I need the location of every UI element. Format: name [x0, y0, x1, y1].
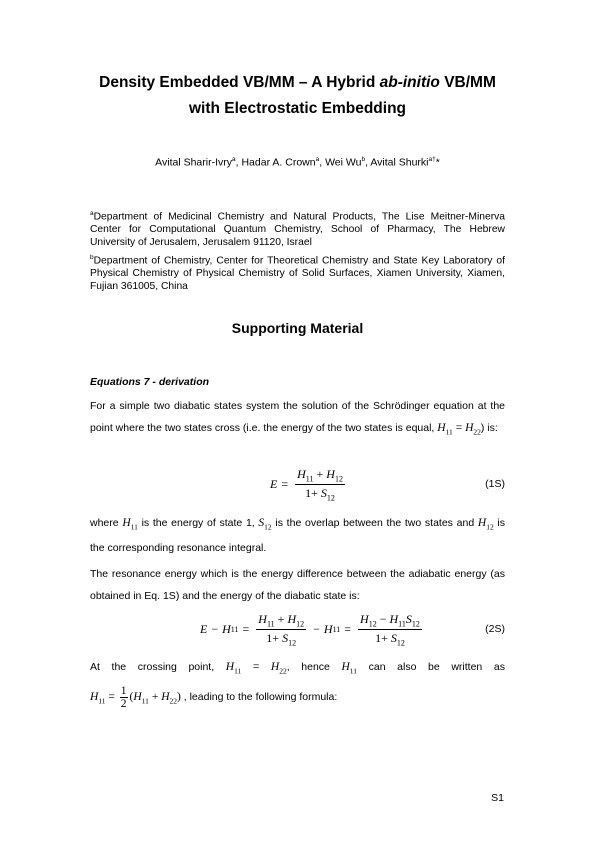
author-affiliation-mark: a: [315, 156, 320, 163]
author-name: Wei Wu: [325, 156, 362, 169]
equation-label: (2S): [485, 623, 505, 635]
author-affiliation-mark: b: [361, 156, 366, 163]
paragraph-5: $H_{11}$ = $\frac{1}{2}$ $(H_{11} + H_{22})$ , leading to the following formula:: [90, 684, 338, 710]
inline-math: $H_{11} = H_{22}$: [437, 421, 481, 436]
title-line-2: with Electrostatic Embedding: [188, 100, 407, 117]
author-name: Hadar A. Crown: [241, 156, 316, 169]
author-affiliation-mark: a†: [428, 156, 436, 163]
equation-2S: [90, 612, 505, 648]
equation-1S: [90, 467, 505, 503]
equation-1S-body: E = $\frac{H_{11} + H_{12}}{1+ S_{12}}$: [270, 467, 343, 503]
equation-label: (1S): [485, 478, 505, 490]
paragraph-1: For a simple two diabatic states system the solution of the Schrödinger equation at the point where the two states cross (i.e. the energy of the two states is equal, $H_{11} = H_{22}$) is:: [90, 400, 505, 436]
paragraph-4: At the crossing point, $H_{11} = H_{22}$, hence $H_{11}$ can also be written as: [90, 661, 505, 676]
author-name: Avital Shurki: [370, 156, 429, 169]
page-number: S1: [491, 792, 504, 804]
author-affiliation-mark: a: [232, 156, 236, 163]
affiliation-a: $^a$Department of Medicinal Chemistry and Natural Products, The Lise Meitner-Minerva Center for Computational Quantum Chemistry, School of Pharmacy, The Hebrew University of Jerusalem, Jerusalem 91120, Israel: [90, 210, 505, 249]
author-name: Avital Sharir-Ivry: [155, 156, 232, 169]
title-line-1: Density Embedded VB/MM – A Hybrid ab-initio VB/MM: [99, 74, 496, 91]
fraction-one-half: $\frac{1}{2}$: [120, 684, 127, 710]
subheading: Equations 7 - derivation: [90, 376, 210, 388]
author-list: Avital Sharir-Ivry$^a$, Hadar A. Crown$^a$, Wei Wu$^b$, Avital Shurki$^{a\dagger}$*: [155, 156, 440, 169]
affiliation-b: $^b$Department of Chemistry, Center for Theoretical Chemistry and State Key Laboratory of Physical Chemistry of Physical Chemistry of Solid Surfaces, Xiamen University, Xiamen, Fujian 361005, China: [90, 254, 505, 293]
equation-2S-body: E − H 11 = $\frac{H_{11} + H_{12}}{1+ S_{12}}$ − H 11 = $\frac{H_{12} - H_{11}S_{12}}{1+ S_{12}}$: [200, 612, 420, 648]
section-title: Supporting Material: [231, 320, 364, 336]
paper-title: [60, 70, 535, 122]
paragraph-2: where $H_{11}$ is the energy of state 1, $S_{12}$ is the overlap between the two states and $H_{12}$ is the corresponding resonance integral.: [90, 517, 505, 554]
paragraph-3: The resonance energy which is the energy difference between the adiabatic energy (as obtained in Eq. 1S) and the energy of the diabatic state is:: [90, 568, 505, 602]
